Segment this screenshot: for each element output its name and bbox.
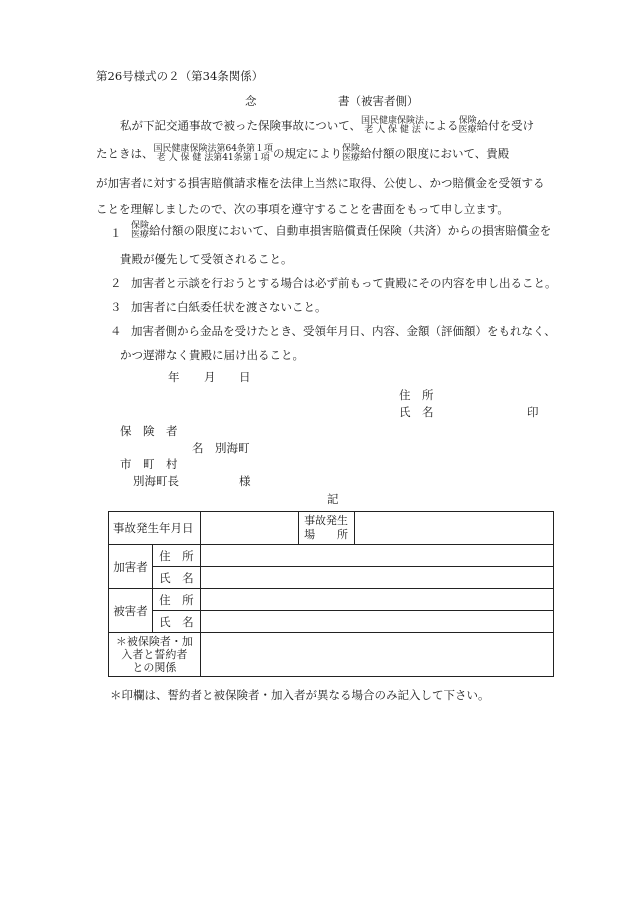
ki-heading: 記 (327, 492, 339, 506)
intro-line-4: ことを理解しましたので、次の事項を遵守することを書面をもって申し立ます。 (96, 202, 509, 216)
victim-label: 被害者 (109, 589, 153, 633)
intro-line-3: が加害者に対する損害賠償請求権を法律上当然に取得、公使し、かつ賠償金を受領する (96, 176, 545, 190)
item-4-number: ４ (110, 324, 122, 338)
perpetrator-label: 加害者 (109, 545, 153, 589)
perpetrator-address-label: 住 所 (152, 545, 200, 567)
signer-address-label: 住 所 (399, 388, 434, 402)
relation-label: ＊被保険者・加 入者と誓約者 との関係 (109, 633, 201, 677)
victim-address-field[interactable] (200, 589, 553, 611)
city-label: 市 町 村 (120, 457, 178, 471)
insurer-name: 名 別海町 (192, 441, 250, 455)
item-1-line-2: 貴殿が優先して受領されること。 (120, 252, 293, 266)
victim-address-label: 住 所 (152, 589, 200, 611)
perpetrator-name-field[interactable] (200, 567, 553, 589)
accident-table (108, 511, 554, 677)
accident-date-label: 事故発生年月日 (109, 512, 201, 545)
insurance-medical-stack-2: 保険 医療 (341, 144, 360, 164)
victim-name-field[interactable] (200, 611, 553, 633)
footnote: ＊印欄は、誓約者と被保険者・加入者が異なる場合のみ記入して下さい。 (110, 688, 490, 702)
item-4-line-1: 加害者側から金品を受けたとき、受領年月日、内容、金額（評価額）をもれなく、 (131, 324, 556, 338)
item-1-line-1: 保険 医療 給付額の限度において、自動車損害賠償責任保険（共済）からの損害賠償金を (131, 221, 552, 241)
seal-mark: 印 (527, 405, 539, 419)
insurance-medical-stack-1: 保険 医療 (458, 116, 477, 136)
item-1-number: １ (110, 226, 122, 240)
item-3-number: ３ (110, 300, 122, 314)
relation-field[interactable] (200, 633, 553, 677)
perpetrator-address-field[interactable] (200, 545, 553, 567)
date-year: 年 (168, 370, 180, 384)
mayor-title: 別海町長 (133, 474, 179, 488)
intro-line-1: 私が下記交通事故で被った保険事故について、 国民健康保険法 老 人 保 健 法 による 保険 医療 給付を受け (120, 116, 535, 136)
law-stack-1: 国民健康保険法 老 人 保 健 法 (361, 116, 425, 136)
victim-name-label: 氏 名 (152, 611, 200, 633)
insurance-medical-stack-3: 保険 医療 (131, 221, 150, 241)
item-3-text: 加害者に白紙委任状を渡さないこと。 (131, 300, 327, 314)
form-number: 第26号様式の２（第34条関係） (96, 69, 264, 83)
date-month: 月 (204, 370, 216, 384)
accident-place-field[interactable] (354, 512, 553, 545)
title-left: 念 (245, 94, 257, 108)
insurer-label: 保 険 者 (120, 424, 178, 438)
accident-place-label: 事故発生 場 所 (298, 512, 354, 545)
perpetrator-name-label: 氏 名 (152, 567, 200, 589)
intro-line-2: たときは、 国民健康保険法第64条第１項 老 人 保 健 法第41条第１項 の規定により 保険 医療 給付額の限度において、貴殿 (96, 144, 510, 164)
item-2-number: ２ (110, 276, 122, 290)
title-right: 書（被害者側） (338, 94, 419, 108)
accident-date-field[interactable] (200, 512, 298, 545)
signer-name-label: 氏 名 (399, 405, 434, 419)
item-2-text: 加害者と示談を行おうとする場合は必ず前もって貴殿にその内容を申し出ること。 (131, 276, 557, 290)
date-day: 日 (239, 370, 251, 384)
law-article-stack: 国民健康保険法第64条第１項 老 人 保 健 法第41条第１項 (153, 144, 273, 164)
honorific: 様 (239, 474, 251, 488)
item-4-line-2: かつ遅滞なく貴殿に届け出ること。 (120, 348, 304, 362)
